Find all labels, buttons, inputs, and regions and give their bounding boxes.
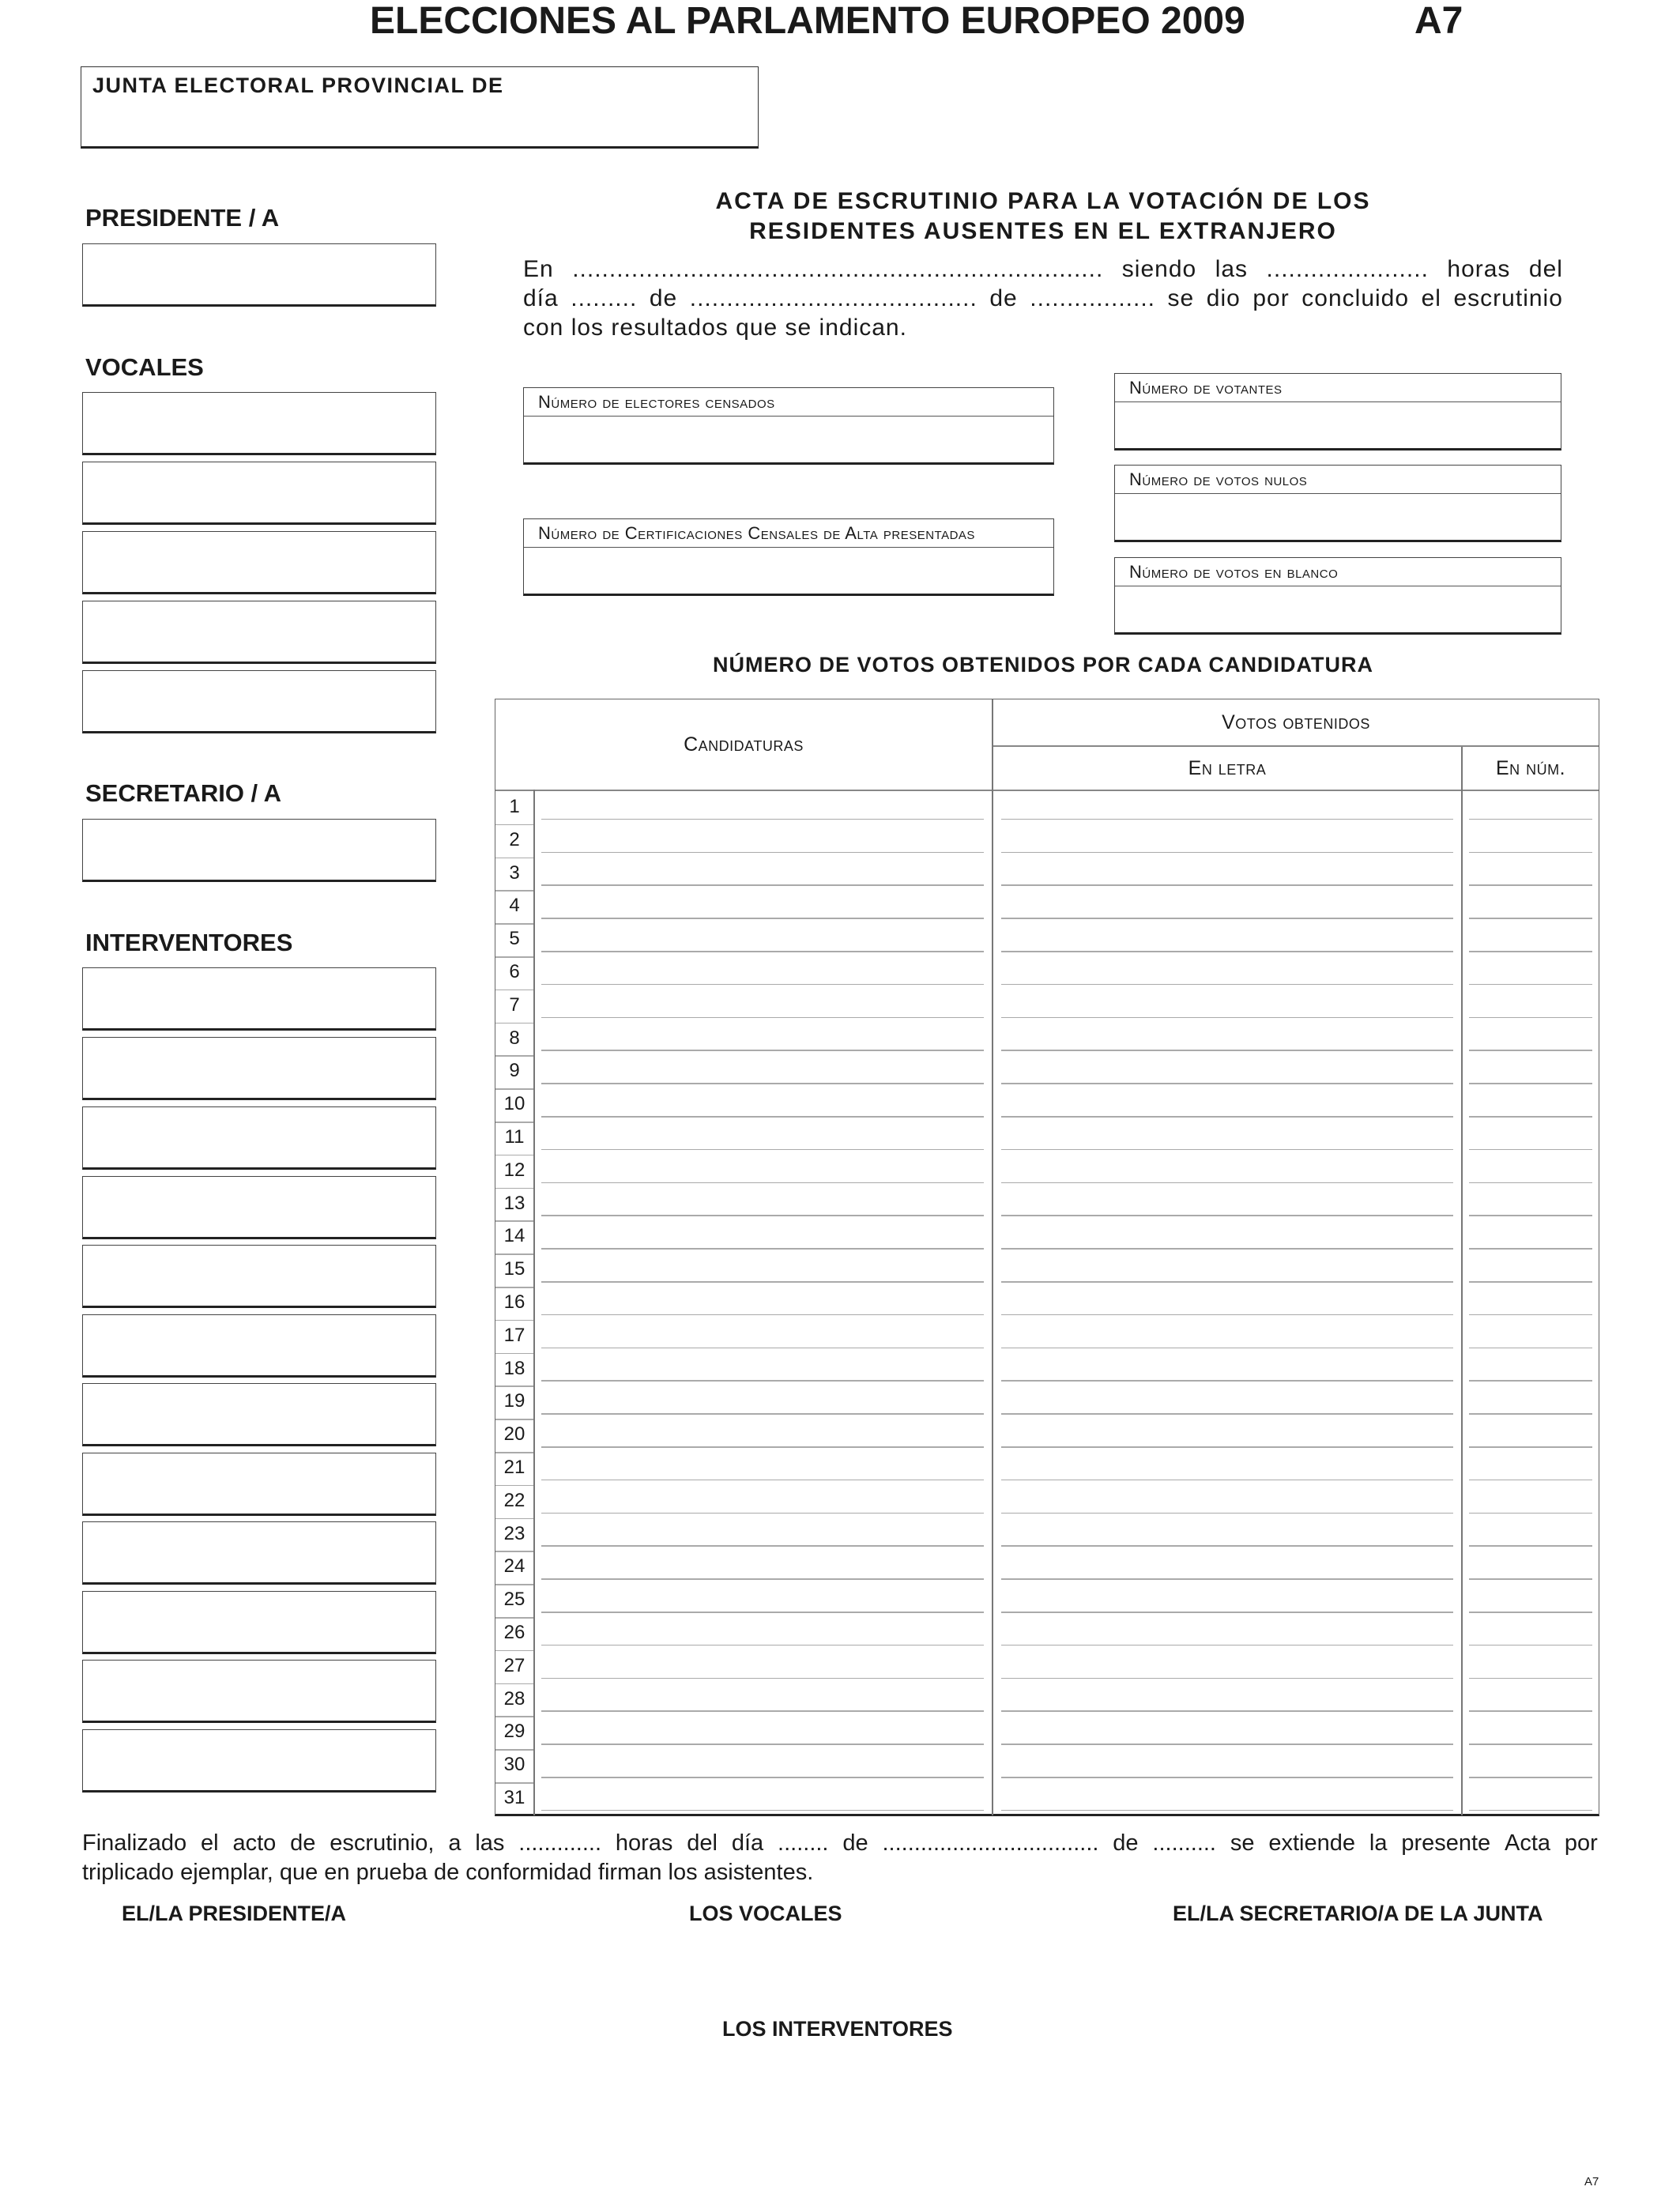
row-number: 5 — [509, 928, 520, 950]
en-num-line[interactable] — [1469, 1578, 1592, 1580]
word: del — [1528, 256, 1563, 282]
word: las — [1215, 256, 1249, 282]
header-bottom-divider — [495, 790, 1599, 791]
row-number: 11 — [504, 1126, 525, 1148]
sig-interventores-label: LOS INTERVENTORES — [722, 2017, 953, 2041]
sig-secretario-label: EL/LA SECRETARIO/A DE LA JUNTA — [1173, 1902, 1543, 1925]
row-number: 23 — [503, 1522, 525, 1544]
en-num-line[interactable] — [1469, 1348, 1592, 1349]
en-num-line[interactable] — [1469, 951, 1592, 952]
row-number: 1 — [509, 796, 520, 817]
en-num-line[interactable] — [1469, 1083, 1592, 1084]
rownum-divider — [533, 790, 535, 1815]
certificaciones-label: Número de Certificaciones Censales de Alta presentadas — [524, 519, 1053, 548]
vocal-box[interactable] — [82, 462, 436, 525]
candidatura-line[interactable] — [541, 1578, 984, 1580]
secretario-heading: SECRETARIO / A — [85, 779, 282, 807]
word: En — [523, 256, 554, 282]
title-text: ELECCIONES AL PARLAMENTO EUROPEO 2009 — [370, 0, 1245, 42]
votos-blanco-label: Número de votos en blanco — [1115, 558, 1561, 586]
row-number: 22 — [503, 1489, 525, 1511]
en-letra-line[interactable] — [1001, 1050, 1453, 1051]
candidatura-line[interactable] — [541, 1513, 984, 1514]
acta-title-line2: RESIDENTES AUSENTES EN EL EXTRANJERO — [749, 218, 1337, 244]
word: por — [1252, 285, 1290, 311]
en-num-line[interactable] — [1469, 1281, 1592, 1283]
word: el — [201, 1830, 219, 1856]
en-num-line[interactable] — [1469, 884, 1592, 886]
word: de — [1113, 1830, 1139, 1856]
interventores-heading: INTERVENTORES — [85, 929, 293, 956]
en-letra-line[interactable] — [1001, 1480, 1453, 1481]
candidatura-line[interactable] — [541, 1645, 984, 1646]
en-letra-line[interactable] — [1001, 1645, 1453, 1646]
acta-title — [506, 187, 1580, 247]
en-letra-line[interactable] — [1001, 1116, 1453, 1118]
en-num-line[interactable] — [1469, 1678, 1592, 1679]
candidatura-line[interactable] — [541, 1380, 984, 1382]
candidatura-line[interactable] — [541, 1810, 984, 1811]
word: ........................................................................ — [572, 256, 1104, 282]
en-num-line[interactable] — [1469, 1215, 1592, 1216]
interventor-box[interactable] — [82, 1106, 436, 1170]
row-number: 18 — [503, 1357, 525, 1379]
footer-code: A7 — [1584, 2175, 1599, 2188]
en-letra-line[interactable] — [1001, 1545, 1453, 1547]
word: se — [1167, 285, 1195, 311]
word: el — [1421, 285, 1441, 311]
certificaciones-field[interactable] — [523, 518, 1054, 596]
row-number: 3 — [509, 861, 520, 884]
candidatura-line[interactable] — [541, 819, 984, 820]
interventor-box[interactable] — [82, 1314, 436, 1378]
interventor-box[interactable] — [82, 1660, 436, 1723]
en-letra-line[interactable] — [1001, 1281, 1453, 1283]
word: siendo — [1121, 256, 1197, 282]
en-letra-line[interactable] — [1001, 1777, 1453, 1778]
row-number: 20 — [503, 1423, 525, 1446]
electores-censados-field[interactable] — [523, 387, 1054, 465]
en-letra-line[interactable] — [1001, 1446, 1453, 1448]
votos-nulos-field[interactable] — [1114, 465, 1561, 542]
candidaturas-divider — [992, 699, 993, 1815]
en-num-line[interactable] — [1469, 1810, 1592, 1811]
candidatura-line[interactable] — [541, 1413, 984, 1415]
word: ...................... — [1266, 256, 1429, 282]
row-number: 24 — [503, 1555, 525, 1578]
en-num-line[interactable] — [1469, 1710, 1592, 1712]
candidatura-line[interactable] — [541, 1083, 984, 1084]
en-num-line[interactable] — [1469, 1545, 1592, 1547]
en-letra-line[interactable] — [1001, 1710, 1453, 1712]
row-number: 26 — [503, 1622, 525, 1643]
candidatura-line[interactable] — [541, 1348, 984, 1349]
votantes-field[interactable] — [1114, 373, 1561, 450]
row-number: 19 — [503, 1390, 525, 1412]
document-title — [370, 0, 1476, 43]
en-num-line[interactable] — [1469, 1513, 1592, 1514]
en-num-line[interactable] — [1469, 1017, 1592, 1019]
word: las — [475, 1830, 505, 1856]
acta-paragraph-line2 — [523, 284, 1563, 313]
en-num-line[interactable] — [1469, 1050, 1592, 1051]
letra-num-divider — [1461, 747, 1463, 1815]
interventor-box[interactable] — [82, 1729, 436, 1793]
en-num-line[interactable] — [1469, 1645, 1592, 1646]
acta-title-line1: ACTA DE ESCRUTINIO PARA LA VOTACIÓN DE LOS — [715, 188, 1371, 214]
en-num-line[interactable] — [1469, 1248, 1592, 1250]
row-number: 14 — [503, 1225, 525, 1247]
candidatura-line[interactable] — [541, 951, 984, 952]
en-letra-line[interactable] — [1001, 1578, 1453, 1580]
row-number: 27 — [503, 1654, 525, 1676]
en-num-line[interactable] — [1469, 1612, 1592, 1613]
candidatura-line[interactable] — [541, 1612, 984, 1613]
row-number: 12 — [503, 1159, 525, 1181]
en-letra-line[interactable] — [1001, 984, 1453, 986]
row-number: 6 — [509, 961, 520, 982]
en-letra-line[interactable] — [1001, 1215, 1453, 1216]
word: por — [1564, 1830, 1598, 1856]
row-number: 31 — [503, 1787, 525, 1808]
word: del — [687, 1830, 718, 1856]
row-number: 10 — [503, 1093, 525, 1115]
interventor-box[interactable] — [82, 1383, 436, 1446]
en-num-line[interactable] — [1469, 819, 1592, 820]
interventor-box[interactable] — [82, 1176, 436, 1239]
row-number: 29 — [503, 1721, 525, 1743]
row-number: 28 — [503, 1687, 525, 1710]
secretario-box[interactable] — [82, 819, 436, 882]
vocales-heading: VOCALES — [85, 353, 204, 381]
en-num-line[interactable] — [1469, 1116, 1592, 1118]
sig-vocales-label: LOS VOCALES — [689, 1902, 842, 1925]
row-number: 7 — [509, 993, 520, 1016]
vocal-box[interactable] — [82, 392, 436, 455]
word: .......... — [1152, 1830, 1216, 1856]
en-letra-line[interactable] — [1001, 918, 1453, 919]
word: ........ — [778, 1830, 829, 1856]
en-letra-line[interactable] — [1001, 1083, 1453, 1084]
en-letra-line[interactable] — [1001, 1513, 1453, 1514]
en-letra-line[interactable] — [1001, 1182, 1453, 1184]
en-letra-line[interactable] — [1001, 1810, 1453, 1811]
word: escrutinio — [1453, 285, 1563, 311]
en-letra-line[interactable] — [1001, 1744, 1453, 1745]
word: se — [1230, 1830, 1255, 1856]
acta-paragraph-line3: con los resultados que se indican. — [523, 315, 907, 341]
row-number: 21 — [503, 1457, 525, 1478]
en-num-line[interactable] — [1469, 1149, 1592, 1151]
candidatura-line[interactable] — [541, 918, 984, 919]
word: de — [649, 285, 678, 311]
candidatura-line[interactable] — [541, 984, 984, 986]
votos-nulos-label: Número de votos nulos — [1115, 466, 1561, 494]
interventor-box[interactable] — [82, 967, 436, 1031]
candidatura-line[interactable] — [541, 1710, 984, 1712]
word: la — [1369, 1830, 1388, 1856]
word: a — [448, 1830, 461, 1856]
candidatura-line[interactable] — [541, 1314, 984, 1316]
en-num-line[interactable] — [1469, 1314, 1592, 1316]
interventor-box[interactable] — [82, 1453, 436, 1516]
row-number: 17 — [503, 1324, 525, 1346]
votantes-label: Número de votantes — [1115, 374, 1561, 402]
vocal-box[interactable] — [82, 601, 436, 664]
word: dio — [1206, 285, 1241, 311]
word: horas — [615, 1830, 673, 1856]
candidatura-line[interactable] — [541, 884, 984, 886]
row-number: 15 — [503, 1258, 525, 1280]
word: acto — [232, 1830, 277, 1856]
candidatura-line[interactable] — [541, 1116, 984, 1118]
word: de — [290, 1830, 316, 1856]
candidatura-line[interactable] — [541, 1446, 984, 1448]
row-number: 4 — [509, 895, 520, 917]
row-number: 25 — [503, 1589, 525, 1611]
word: .................................. — [882, 1830, 1099, 1856]
candidatura-line[interactable] — [541, 1777, 984, 1778]
en-num-line[interactable] — [1469, 1777, 1592, 1778]
word: presente — [1401, 1830, 1491, 1856]
en-num-line[interactable] — [1469, 1744, 1592, 1745]
word: concluido — [1301, 285, 1410, 311]
en-letra-line[interactable] — [1001, 852, 1453, 854]
word: ............. — [518, 1830, 602, 1856]
en-letra-line[interactable] — [1001, 1248, 1453, 1250]
closing-paragraph — [82, 1829, 1598, 1887]
junta-electoral-field[interactable] — [81, 66, 759, 149]
closing-paragraph-line1 — [82, 1829, 1598, 1858]
word: de — [989, 285, 1018, 311]
acta-paragraph — [523, 254, 1563, 342]
candidatura-line[interactable] — [541, 1744, 984, 1745]
en-letra-line[interactable] — [1001, 1017, 1453, 1019]
candidatura-line[interactable] — [541, 1017, 984, 1019]
presidente-box[interactable] — [82, 243, 436, 307]
row-number: 13 — [503, 1192, 525, 1214]
en-letra-line[interactable] — [1001, 1413, 1453, 1415]
candidatura-line[interactable] — [541, 1678, 984, 1679]
closing-paragraph-line2: triplicado ejemplar, que en prueba de conformidad firman los asistentes. — [82, 1860, 814, 1885]
candidatura-line[interactable] — [541, 1182, 984, 1184]
votos-blanco-field[interactable] — [1114, 557, 1561, 635]
interventor-box[interactable] — [82, 1521, 436, 1585]
row-number: 16 — [503, 1291, 525, 1313]
interventor-box[interactable] — [82, 1591, 436, 1654]
votes-table — [495, 699, 1599, 1816]
en-letra-header: En letra — [1188, 756, 1267, 779]
row-number: 2 — [509, 828, 520, 850]
header-divider — [993, 745, 1599, 747]
candidatura-line[interactable] — [541, 1149, 984, 1151]
word: de — [842, 1830, 868, 1856]
en-letra-line[interactable] — [1001, 1314, 1453, 1316]
row-number: 9 — [509, 1060, 520, 1082]
en-num-line[interactable] — [1469, 1380, 1592, 1382]
presidente-heading: PRESIDENTE / A — [85, 204, 280, 232]
interventor-box[interactable] — [82, 1037, 436, 1100]
en-letra-line[interactable] — [1001, 884, 1453, 886]
en-letra-line[interactable] — [1001, 1612, 1453, 1613]
candidatura-line[interactable] — [541, 1480, 984, 1481]
form-code: A7 — [1414, 0, 1463, 42]
row-number: 8 — [509, 1027, 520, 1049]
en-letra-line[interactable] — [1001, 1380, 1453, 1382]
candidatura-line[interactable] — [541, 852, 984, 854]
word: Finalizado — [82, 1830, 187, 1856]
en-num-line[interactable] — [1469, 1446, 1592, 1448]
candidaturas-header: Candidaturas — [684, 733, 804, 756]
candidatura-line[interactable] — [541, 1248, 984, 1250]
row-number: 30 — [503, 1754, 525, 1776]
en-letra-line[interactable] — [1001, 1348, 1453, 1349]
votos-obtenidos-header: Votos obtenidos — [1222, 711, 1370, 733]
candidatura-line[interactable] — [541, 1545, 984, 1547]
sig-presidente-label: EL/LA PRESIDENTE/A — [122, 1902, 347, 1925]
junta-electoral-label: JUNTA ELECTORAL PROVINCIAL DE — [92, 74, 504, 97]
vocal-box[interactable] — [82, 531, 436, 594]
word: ................. — [1030, 285, 1155, 311]
en-letra-line[interactable] — [1001, 819, 1453, 820]
word: extiende — [1268, 1830, 1356, 1856]
votes-section-title: NÚMERO DE VOTOS OBTENIDOS POR CADA CANDIDATURA — [712, 653, 1374, 677]
vocal-box[interactable] — [82, 670, 436, 733]
candidatura-line[interactable] — [541, 1281, 984, 1283]
en-num-line[interactable] — [1469, 1480, 1592, 1481]
en-letra-line[interactable] — [1001, 951, 1453, 952]
interventor-box[interactable] — [82, 1245, 436, 1308]
word: Acta — [1505, 1830, 1551, 1856]
en-num-line[interactable] — [1469, 918, 1592, 919]
en-num-line[interactable] — [1469, 984, 1592, 986]
en-num-header: En núm. — [1495, 756, 1566, 779]
en-num-line[interactable] — [1469, 1182, 1592, 1184]
word: día — [523, 285, 559, 311]
word: día — [731, 1830, 764, 1856]
word: ......... — [571, 285, 638, 311]
word: ....................................... — [689, 285, 977, 311]
en-letra-line[interactable] — [1001, 1678, 1453, 1679]
en-letra-line[interactable] — [1001, 1149, 1453, 1151]
word: escrutinio, — [330, 1830, 435, 1856]
word: horas — [1447, 256, 1511, 282]
candidatura-line[interactable] — [541, 1215, 984, 1216]
candidatura-line[interactable] — [541, 1050, 984, 1051]
en-num-line[interactable] — [1469, 852, 1592, 854]
electores-censados-label: Número de electores censados — [524, 388, 1053, 417]
acta-paragraph-line1 — [523, 254, 1563, 284]
en-num-line[interactable] — [1469, 1413, 1592, 1415]
